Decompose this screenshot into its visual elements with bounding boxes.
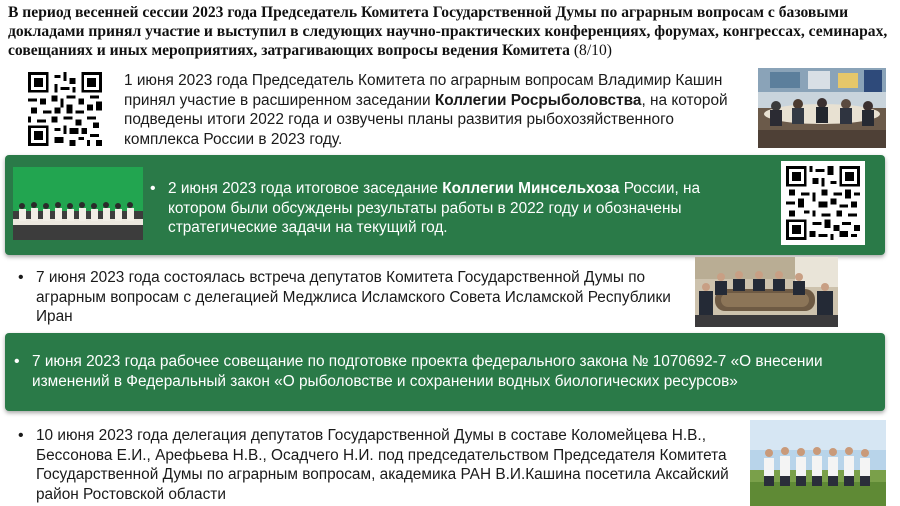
bullet-icon: • — [18, 427, 24, 444]
event-1-photo — [758, 68, 886, 148]
qr-code[interactable] — [28, 72, 102, 146]
event-2-text-after: России, на котором были обсуждены результаты работы в 2022 году и обозначены стратегические задачи на текущий год. — [168, 180, 701, 236]
event-1-text-before: 1 июня 2023 года Председатель Комитета по аграрным вопросам Владимир Кашин принял участие в расширенном заседании — [124, 72, 723, 109]
event-2-bold: Коллегии Минсельхоза — [442, 180, 620, 197]
event-5-item — [18, 426, 736, 504]
bullet-icon: • — [18, 269, 24, 286]
event-4-item — [14, 352, 880, 391]
event-2-item — [150, 179, 725, 238]
bullet-icon: • — [150, 180, 156, 197]
event-2-photo — [13, 167, 143, 240]
page-indicator: (8/10) — [573, 42, 612, 59]
title-text: В период весенней сессии 2023 года Председатель Комитета Государственной Думы по аграрным вопросам с базовыми докладами принял участие и выступил в следующих научно-практических конференциях, форумах, конгрессах, семинарах, совещаниях и иных мероприятиях, затрагивающих вопросы ведения Комитета — [8, 4, 888, 59]
event-5-photo — [750, 420, 886, 506]
qr-code[interactable] — [781, 161, 865, 245]
event-2-text — [168, 179, 725, 238]
event-3-text: 7 июня 2023 года состоялась встреча депутатов Комитета Государственной Думы по аграрным вопросам с делегацией Меджлиса Исламского Совета Исламской Республики Иран — [36, 269, 671, 325]
event-5-text: 10 июня 2023 года делегация депутатов Государственной Думы в составе Коломейцева Н.В., Бессонова Е.И., Арефьева Н.В., Осадчего Н.И. под председательством Председателя Комитета Государственной Думы по аграрным вопросам, академика РАН В.И.Кашина посетила Аксайский район Ростовской области — [36, 427, 729, 503]
event-1-text-after: , на которой подведены итоги 2022 года и озвучены планы развития рыбохозяйственного комплекса России в 2023 году. — [124, 91, 728, 148]
bullet-icon: • — [14, 353, 20, 370]
event-3-photo — [695, 257, 838, 327]
event-1-bold: Коллегии Росрыболовства — [434, 91, 642, 109]
event-2-text-before: 2 июня 2023 года итоговое заседание — [168, 180, 443, 197]
event-4-text: 7 июня 2023 года рабочее совещание по подготовке проекта федерального закона № 1070692-7 «О внесении изменений в Федеральный закон «О рыболовстве и сохранении водных биологических ресурсов» — [32, 353, 823, 390]
event-1-text — [124, 71, 749, 149]
event-3-item — [18, 268, 678, 327]
slide-title — [8, 3, 893, 60]
